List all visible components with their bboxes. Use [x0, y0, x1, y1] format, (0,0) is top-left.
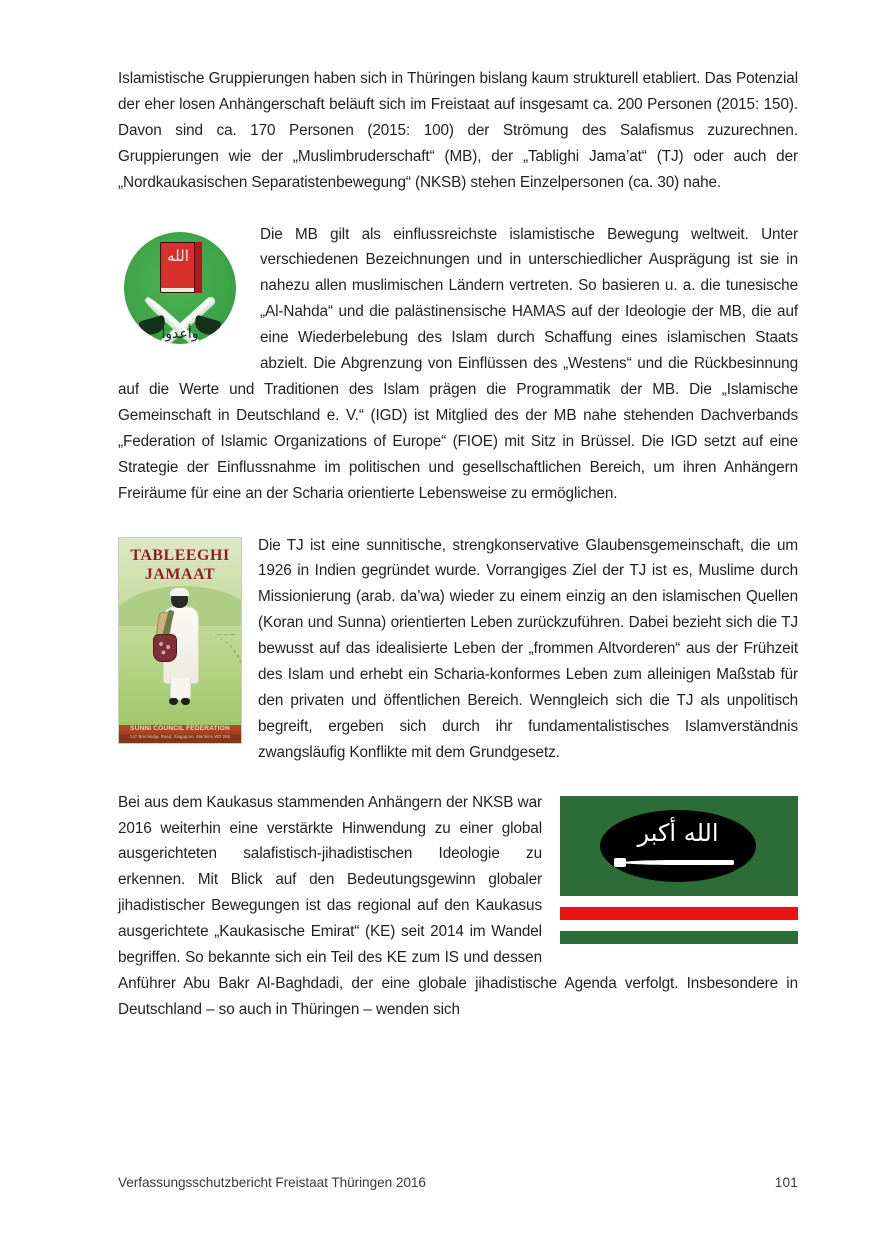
flag-sword-icon	[622, 860, 734, 865]
man-shoe-left	[169, 698, 178, 705]
man-bag	[153, 634, 177, 662]
mb-arabic-motto: وأعدوا	[161, 325, 199, 342]
tj-poster-title	[119, 546, 241, 584]
paragraph-nksb: Bei aus dem Kaukasus stammenden Anhängern der NKSB war 2016 weiterhin eine verstärkte Hinwendung zu einer global ausgerichteten salafistisch-jihadistischen Ideologie zu erkennen. Mit Blick auf den Bedeutungsgewinn globaler jihadistischer Bewegungen ist das regional auf den Kaukasus ausgerichtete „Kaukasische Emirat“ (KE) seit 2014 im Wandel begriffen. So bekannte sich ein Teil des KE zum IS und dessen Anführer Abu Bakr Al-Baghdadi, der eine globale jihadistische Agenda verfolgt. Insbesondere in Deutschland – so auch in Thüringen – wenden sich	[118, 793, 798, 1018]
page-footer	[118, 1175, 798, 1190]
poster-banner-text: SUNNI COUNCIL FEDERATION	[130, 724, 230, 732]
man-cap	[170, 588, 189, 596]
poster-banner-subtext: 147 Brentsidge Road, Singapore, Maritime WD 266	[129, 733, 231, 739]
flag-arabic-text: الله أكبر	[637, 818, 719, 847]
paragraph-spacer	[118, 196, 798, 222]
flag-black-ellipse	[600, 810, 756, 882]
flag-green-field	[560, 796, 798, 896]
quran-book-icon	[160, 242, 202, 293]
man-legs	[170, 678, 191, 700]
man-shoe-right	[181, 698, 190, 705]
poster-bottom-banner	[119, 721, 241, 743]
paragraph-tablighi-jamaat: Die TJ ist eine sunnitische, strengkonservative Glaubensgemeinschaft, die um 1926 in Indien gegründet wurde. Vorrangiges Ziel der TJ ist es, Muslime durch Missionierung (arab. da’wa) wieder zu einem einzig an den islamischen Quellen (Koran und Sunna) orientierten Leben zurückzuführen. Dabei bezieht sich die TJ bewusst auf das idealisierte Leben der „frommen Altvorderen“ aus der Frühzeit des Islam und erhebt ein Scharia-konformes Leben zum alleinigen Maßstab für den privaten und öffentlichen Bereich. Wenngleich sich die TJ als unpolitisch begreift, ergeben sich durch ihr fundamentalistisches Islamverständnis zwangsläufig Konflikte mit dem Grundgesetz.	[258, 536, 798, 761]
flag-red-stripe	[560, 907, 798, 920]
tj-title-line-1: TABLEEGHI	[130, 546, 230, 564]
paragraph-spacer	[118, 507, 798, 533]
flag-white-stripe-lower	[560, 920, 798, 931]
mb-circle-emblem	[124, 232, 236, 344]
paragraph-intro: Islamistische Gruppierungen haben sich in Thüringen bislang kaum strukturell etabliert. Das Potenzial der eher losen Anhängerschaft beläuft sich im Freistaat auf insgesamt ca. 200 Personen (2015: 150). Davon sind ca. 170 Personen (2015: 100) der Strömung des Salafismus zuzurechnen. Gruppierungen wie der „Muslimbruderschaft“ (MB), der „Tablighi Jama’at“ (TJ) oder auch der „Nordkaukasischen Separatistenbewegung“ (NKSB) stehen Einzelpersonen (ca. 30) nahe.	[118, 70, 798, 191]
ke-flag-image	[560, 796, 798, 946]
ke-flag-figure	[560, 796, 798, 946]
poster-walking-man	[155, 590, 207, 708]
flag-white-stripe-upper	[560, 896, 798, 907]
book-arabic-glyph: الله	[167, 246, 189, 265]
section-tablighi-jamaat	[118, 533, 798, 766]
muslim-brotherhood-logo-figure	[118, 226, 242, 350]
paragraph-spacer	[118, 766, 798, 790]
flag-green-stripe	[560, 931, 798, 944]
paragraph-muslim-brotherhood: Die MB gilt als einflussreichste islamistische Bewegung weltweit. Unter verschiedenen Bezeichnungen und in unterschiedlicher Ausprägung ist sie in nahezu allen muslimischen Ländern vertreten. So basieren u. a. die tunesische „Al-Nahda“ und die palästinensische HAMAS auf der Ideologie der MB, die auf eine Wiederbelebung des Islam durch Schaffung eines islamischen Staats abzielt. Die Abgrenzung von Einflüssen des „Westens“ und die Rückbesinnung auf die Werte und Traditionen des Islam prägen die Programmatik der MB. Die „Islamische Gemeinschaft in Deutschland e. V.“ (IGD) ist Mitglied des der MB nahe stehenden Dachverbands „Federation of Islamic Organizations of Europe“ (FIOE) mit Sitz in Brüssel. Die IGD setzt auf eine Strategie der Einflussnahme im politischen und gesellschaftlichen Bereich, um ihren Anhängern Freiräume für eine an der Scharia orientierte Lebensweise zu ermöglichen.	[118, 225, 798, 502]
poster-script-mark: ~~~	[215, 629, 236, 639]
book-spine	[194, 242, 202, 293]
tj-poster-image	[118, 537, 242, 744]
footer-page-number: 101	[774, 1175, 798, 1190]
tablighi-jamaat-poster-figure	[118, 537, 242, 744]
footer-report-title: Verfassungsschutzbericht Freistaat Thüringen 2016	[118, 1175, 426, 1190]
page-content	[118, 66, 798, 1023]
tj-title-line-2: JAMAAT	[144, 565, 216, 583]
section-muslim-brotherhood	[118, 222, 798, 507]
section-nksb	[118, 790, 798, 1023]
